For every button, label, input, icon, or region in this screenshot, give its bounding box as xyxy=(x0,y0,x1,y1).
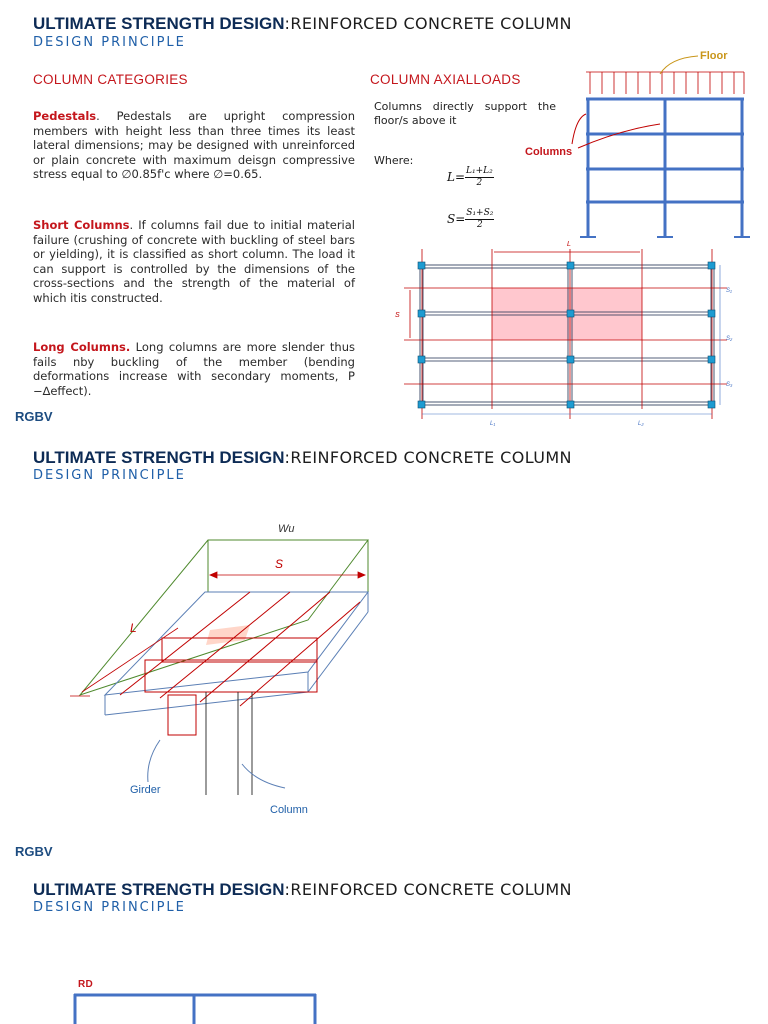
plan-label-l1: L₁ xyxy=(490,421,496,427)
slide-title xyxy=(33,14,572,34)
wu-label: Wu xyxy=(278,523,295,535)
rd-label: RD xyxy=(78,979,94,990)
floor-plan-diagram xyxy=(382,234,742,434)
load-area-outline xyxy=(80,540,368,695)
long-columns-term: Long Columns. xyxy=(33,340,131,354)
formula-l-numerator: L₁+L₂ xyxy=(466,166,493,176)
rd-frame-partial xyxy=(70,992,330,1024)
axial-description: Columns directly support the floor/s above it xyxy=(374,100,556,127)
column-axial-loads-heading: COLUMN AXIALLOADS xyxy=(370,72,521,87)
footer-rgbv: RGBV xyxy=(15,409,53,424)
l-dimension-label: L xyxy=(130,621,137,635)
slide-2 xyxy=(0,440,768,870)
floor-load-arrows xyxy=(586,72,744,94)
formula-l-lhs: L= xyxy=(447,170,466,184)
slide-subtitle: DESIGN PRINCIPLE xyxy=(33,468,186,483)
slide-3 xyxy=(0,870,768,1024)
plan-label-s: S xyxy=(395,312,400,319)
title-rest: :REINFORCED CONCRETE COLUMN xyxy=(284,880,572,899)
plan-label-l: L xyxy=(567,241,571,248)
column-label: Column xyxy=(270,804,308,816)
footer-rgbv: RGBV xyxy=(15,844,53,859)
floor-pointer xyxy=(660,56,698,74)
plan-label-l2: L₂ xyxy=(638,421,644,427)
slab-outline xyxy=(105,592,368,715)
title-rest: :REINFORCED CONCRETE COLUMN xyxy=(284,448,572,467)
slide-title xyxy=(33,448,572,468)
formula-s-lhs: S= xyxy=(447,212,466,226)
columns-pointer-2 xyxy=(578,124,660,148)
plan-label-s1: S₁ xyxy=(726,288,732,294)
column-lines xyxy=(206,692,252,795)
formula-s-denominator: 2 xyxy=(476,220,483,230)
slide-1 xyxy=(0,0,768,430)
slab-girder-3d-diagram xyxy=(60,520,400,830)
dimension-s-line xyxy=(210,572,365,578)
girder-label: Girder xyxy=(130,784,161,796)
formula-s xyxy=(447,208,494,231)
s-dimension-label: S xyxy=(275,557,284,571)
girder-outlines xyxy=(120,592,360,735)
formula-l xyxy=(447,166,494,189)
plan-label-s3: S₃ xyxy=(726,382,733,388)
slide-title xyxy=(33,880,572,900)
title-bold: ULTIMATE STRENGTH DESIGN xyxy=(33,448,285,467)
column-categories-heading: COLUMN CATEGORIES xyxy=(33,72,188,87)
title-rest: :REINFORCED CONCRETE COLUMN xyxy=(284,14,572,33)
formula-s-numerator: S₁+S₂ xyxy=(466,208,494,218)
slide-subtitle: DESIGN PRINCIPLE xyxy=(33,900,186,915)
pedestals-text: . Pedestals are upright compression members with height less than three times its least lateral dimensions; may be designed with unreinforced or plain concrete with maximum deisgn compressive stress equal to ∅0.85f'c where ∅=0.65. xyxy=(33,109,355,182)
short-columns-text: . If columns fail due to initial material failure (crushing of concrete with buckling of steel bars or yielding), it is classified as short column. The load it can support is controlled by the dimensions of the cross-sections and the strength of the material of which itis constructed. xyxy=(33,218,355,305)
column-pointer xyxy=(242,764,285,788)
formula-l-denominator: 2 xyxy=(476,178,483,188)
girder-pointer xyxy=(148,740,160,782)
long-columns-paragraph xyxy=(33,340,355,398)
pedestals-term: Pedestals xyxy=(33,109,97,123)
formula-l-fraction xyxy=(465,166,494,189)
frame-elevation-diagram xyxy=(520,44,760,244)
title-bold: ULTIMATE STRENGTH DESIGN xyxy=(33,14,285,33)
plan-label-s2: S₂ xyxy=(726,336,733,342)
columns-pointer-1 xyxy=(572,114,586,144)
short-columns-term: Short Columns xyxy=(33,218,130,232)
floor-label: Floor xyxy=(700,50,728,62)
slide-subtitle: DESIGN PRINCIPLE xyxy=(33,35,186,50)
pedestals-paragraph xyxy=(33,109,355,182)
title-bold: ULTIMATE STRENGTH DESIGN xyxy=(33,880,285,899)
formula-s-fraction xyxy=(465,208,494,231)
columns-label: Columns xyxy=(525,146,573,158)
where-label: Where: xyxy=(374,154,414,167)
long-columns-text: Long columns are more slender thus fails nby buckling of the member (bending deformations increase with secondary moments, P −∆effect). xyxy=(33,340,355,398)
short-columns-paragraph xyxy=(33,218,355,306)
frame-members xyxy=(586,99,744,236)
